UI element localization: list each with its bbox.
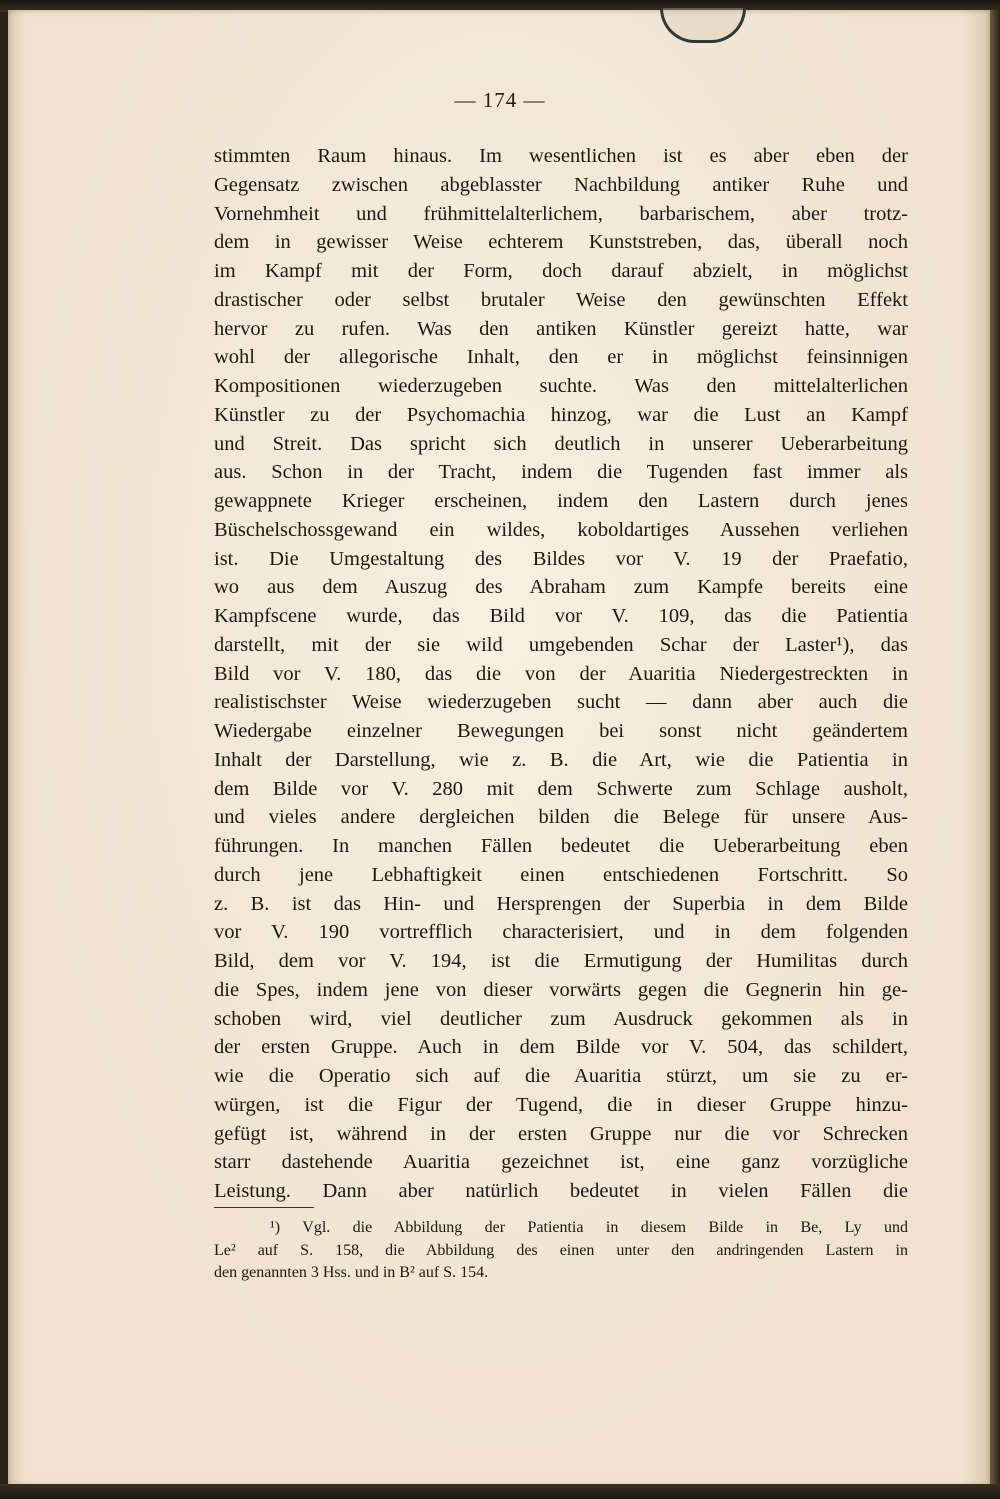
text-line: Inhalt der Darstellung, wie z. B. die Art, wie die Patientia in xyxy=(214,748,908,771)
text-line: Büschelschossgewand ein wildes, koboldartiges Aussehen verliehen xyxy=(214,518,908,541)
text-line: Künstler zu der Psychomachia hinzog, war die Lust an Kampf xyxy=(214,403,908,426)
text-line: die Spes, indem jene von dieser vorwärts gegen die Gegnerin hin ge- xyxy=(214,978,908,1001)
text-line: Bild, dem vor V. 194, ist die Ermutigung der Humilitas durch xyxy=(214,950,908,972)
text-line: dem Bilde vor V. 280 mit dem Schwerte zum Schlage ausholt, xyxy=(214,777,908,800)
text-line: Vornehmheit und frühmittelalterlichem, barbarischem, aber trotz- xyxy=(214,202,908,225)
page-right-edge xyxy=(990,10,1000,1486)
text-line: ist. Die Umgestaltung des Bildes vor V. 19 der Praefatio, xyxy=(214,547,908,570)
text-line: drastischer oder selbst brutaler Weise den gewünschten Effekt xyxy=(214,288,908,311)
text-line: hervor zu rufen. Was den antiken Künstler gereizt hatte, war xyxy=(214,317,908,340)
text-line: aus. Schon in der Tracht, indem die Tugenden fast immer als xyxy=(214,461,908,484)
text-line: Leistung. Dann aber natürlich bedeutet in vielen Fällen die xyxy=(214,1180,908,1202)
page-number: — 174 — xyxy=(454,88,546,112)
footnote-line: den genannten 3 Hss. und in B² auf S. 154. xyxy=(214,1264,489,1281)
footnote-line: ¹) Vgl. die Abbildung der Patientia in diesem Bilde in Be, Ly und xyxy=(270,1219,908,1236)
text-line: durch jene Lebhaftigkeit einen entschiedenen Fortschritt. So xyxy=(214,863,908,886)
text-line: schoben wird, viel deutlicher zum Ausdruck gekommen als in xyxy=(214,1007,908,1030)
scan-bottom-edge xyxy=(0,1484,1000,1499)
text-line: und Streit. Das spricht sich deutlich in unserer Ueberarbeitung xyxy=(214,432,908,455)
text-line: führungen. In manchen Fällen bedeutet die Ueberarbeitung eben xyxy=(214,835,908,857)
text-line: darstellt, mit der sie wild umgebenden Schar der Laster¹), das xyxy=(214,633,908,656)
text-line: Bild vor V. 180, das die von der Auaritia Niedergestreckten in xyxy=(214,662,908,685)
text-line: Kompositionen wiederzugeben suchte. Was den mittelalterlichen xyxy=(214,375,908,397)
text-line: vor V. 190 vortrefflich characterisiert, und in dem folgenden xyxy=(214,921,908,944)
text-line: realistischster Weise wiederzugeben sucht — dann aber auch die xyxy=(214,691,908,714)
text-line: stimmten Raum hinaus. Im wesentlichen ist es aber eben der xyxy=(214,145,908,167)
text-line: dem in gewisser Weise echterem Kunststreben, das, überall noch xyxy=(214,231,908,254)
text-line: starr dastehende Auaritia gezeichnet ist, eine ganz vorzügliche xyxy=(214,1151,908,1174)
text-line: z. B. ist das Hin- und Hersprengen der Superbia in dem Bilde xyxy=(214,892,908,915)
text-line: Gegensatz zwischen abgeblasster Nachbildung antiker Ruhe und xyxy=(214,173,908,196)
text-line: gefügt ist, während in der ersten Gruppe nur die vor Schrecken xyxy=(214,1122,908,1145)
text-line: der ersten Gruppe. Auch in dem Bilde vor V. 504, das schildert, xyxy=(214,1036,908,1059)
footnotes xyxy=(214,1217,908,1285)
text-line: im Kampf mit der Form, doch darauf abzielt, in möglichst xyxy=(214,260,908,282)
body-text xyxy=(214,142,908,1206)
text-line: und vieles andere dergleichen bilden die Belege für unsere Aus- xyxy=(214,806,908,829)
footnote-line: Le² auf S. 158, die Abbildung des einen unter den andringenden Lastern in xyxy=(214,1241,908,1259)
text-line: Kampfscene wurde, das Bild vor V. 109, das die Patientia xyxy=(214,605,908,627)
text-line: wo aus dem Auszug des Abraham zum Kampfe bereits eine xyxy=(214,576,908,599)
text-line: wohl der allegorische Inhalt, den er in möglichst feinsinnigen xyxy=(214,346,908,369)
footnote-separator xyxy=(214,1207,314,1208)
text-line: Wiedergabe einzelner Bewegungen bei sonst nicht geändertem xyxy=(214,720,908,742)
text-line: gewappnete Krieger erscheinen, indem den Lastern durch jenes xyxy=(214,490,908,512)
text-line: wie die Operatio sich auf die Auaritia stürzt, um sie zu er- xyxy=(214,1065,908,1087)
text-line: würgen, ist die Figur der Tugend, die in dieser Gruppe hinzu- xyxy=(214,1093,908,1116)
